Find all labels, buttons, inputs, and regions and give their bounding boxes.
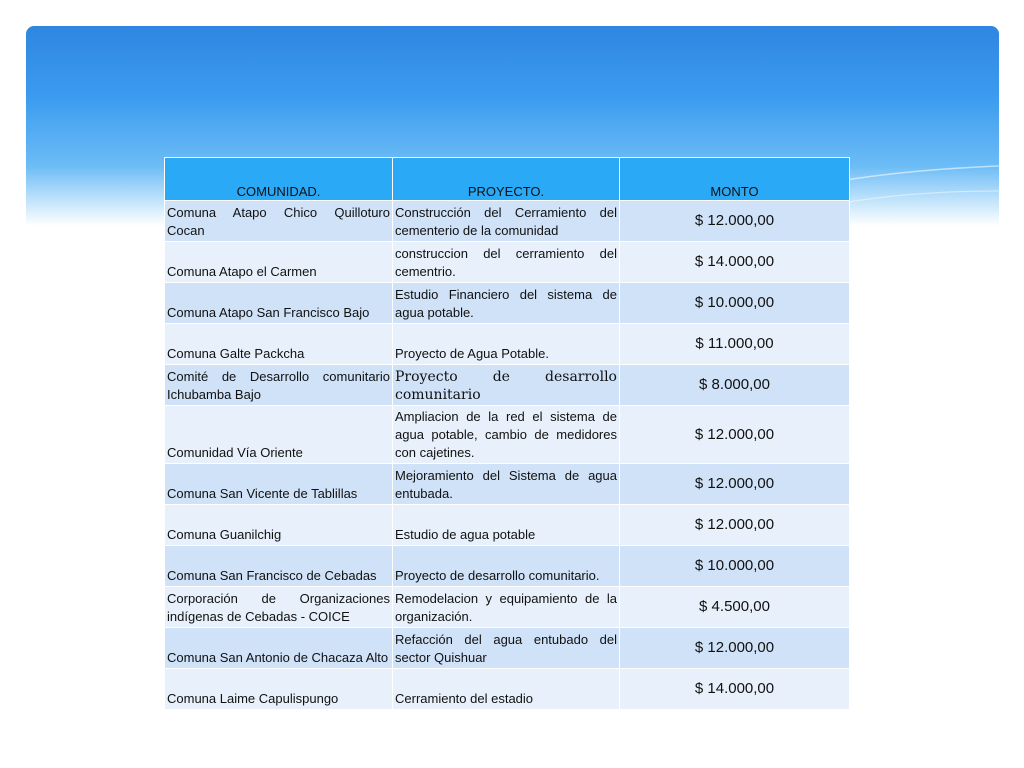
table-row — [165, 201, 850, 242]
cell-proyecto: Remodelacion y equipamiento de la organización. — [393, 587, 620, 628]
cell-comunidad: Comuna San Antonio de Chacaza Alto — [165, 628, 393, 669]
cell-monto: $ 12.000,00 — [620, 505, 850, 546]
projects-table-container — [164, 157, 849, 710]
cell-monto: $ 12.000,00 — [620, 628, 850, 669]
cell-comunidad: Comuna Laime Capulispungo — [165, 669, 393, 710]
table-row — [165, 242, 850, 283]
cell-monto: $ 14.000,00 — [620, 242, 850, 283]
cell-proyecto: Refacción del agua entubado del sector Quishuar — [393, 628, 620, 669]
table-row — [165, 406, 850, 464]
cell-proyecto: Proyecto de desarrollo comunitario. — [393, 546, 620, 587]
cell-monto: $ 10.000,00 — [620, 283, 850, 324]
cell-monto: $ 12.000,00 — [620, 406, 850, 464]
table-row — [165, 546, 850, 587]
cell-proyecto: construccion del cerramiento del cementrio. — [393, 242, 620, 283]
cell-comunidad: Comité de Desarrollo comunitario Ichubamba Bajo — [165, 365, 393, 406]
cell-proyecto: Proyecto de Agua Potable. — [393, 324, 620, 365]
table-row — [165, 628, 850, 669]
cell-monto: $ 11.000,00 — [620, 324, 850, 365]
cell-comunidad: Comuna Guanilchig — [165, 505, 393, 546]
cell-monto: $ 10.000,00 — [620, 546, 850, 587]
table-row — [165, 587, 850, 628]
cell-comunidad: Comuna San Vicente de Tablillas — [165, 464, 393, 505]
cell-monto: $ 14.000,00 — [620, 669, 850, 710]
table-row — [165, 464, 850, 505]
cell-proyecto: Construcción del Cerramiento del cementerio de la comunidad — [393, 201, 620, 242]
cell-proyecto: Estudio de agua potable — [393, 505, 620, 546]
table-row — [165, 505, 850, 546]
cell-monto: $ 12.000,00 — [620, 464, 850, 505]
cell-monto: $ 8.000,00 — [620, 365, 850, 406]
cell-proyecto: Estudio Financiero del sistema de agua potable. — [393, 283, 620, 324]
cell-comunidad: Comuna San Francisco de Cebadas — [165, 546, 393, 587]
cell-comunidad: Comuna Galte Packcha — [165, 324, 393, 365]
table-row — [165, 669, 850, 710]
cell-monto: $ 12.000,00 — [620, 201, 850, 242]
cell-comunidad: Comuna Atapo el Carmen — [165, 242, 393, 283]
cell-proyecto: Mejoramiento del Sistema de agua entubada. — [393, 464, 620, 505]
cell-comunidad: Comuna Atapo San Francisco Bajo — [165, 283, 393, 324]
table-row — [165, 283, 850, 324]
cell-comunidad: Corporación de Organizaciones indígenas de Cebadas - COICE — [165, 587, 393, 628]
cell-comunidad: Comunidad Vía Oriente — [165, 406, 393, 464]
header-proyecto: PROYECTO. — [393, 158, 620, 201]
header-monto: MONTO — [620, 158, 850, 201]
projects-table — [164, 157, 850, 710]
cell-comunidad: Comuna Atapo Chico Quilloturo Cocan — [165, 201, 393, 242]
table-row — [165, 324, 850, 365]
cell-proyecto: Ampliacion de la red el sistema de agua potable, cambio de medidores con cajetines. — [393, 406, 620, 464]
table-header-row — [165, 158, 850, 201]
header-comunidad: COMUNIDAD. — [165, 158, 393, 201]
cell-proyecto: Proyecto de desarrollo comunitario — [393, 365, 620, 406]
cell-proyecto: Cerramiento del estadio — [393, 669, 620, 710]
table-row — [165, 365, 850, 406]
cell-monto: $ 4.500,00 — [620, 587, 850, 628]
